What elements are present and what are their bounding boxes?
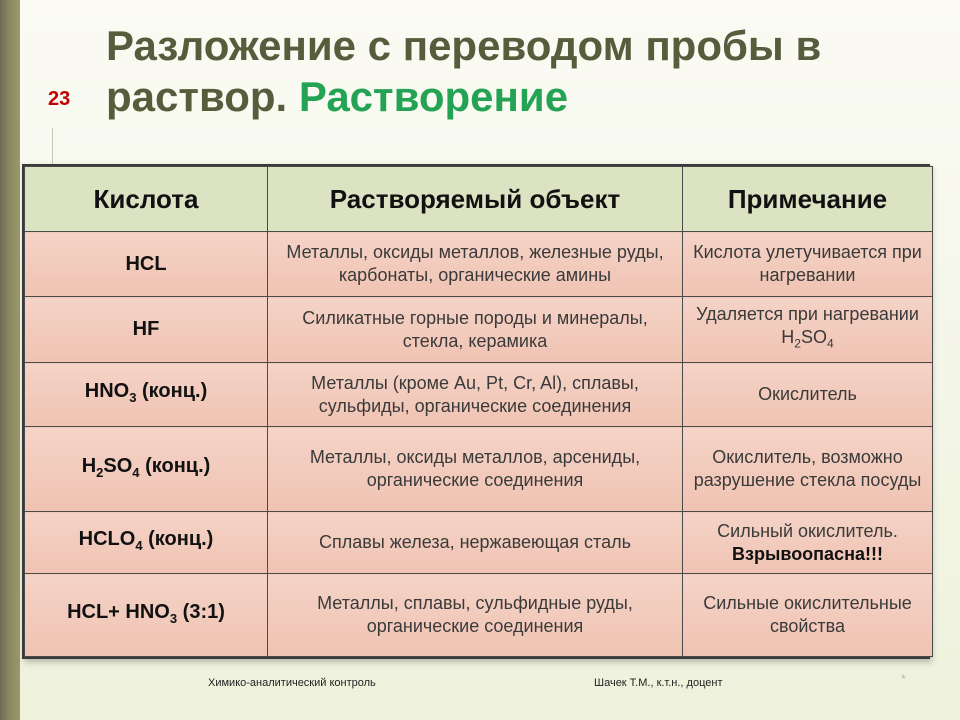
object-cell: Металлы, оксиды металлов, железные руды, карбонаты, органические амины xyxy=(268,232,683,297)
acid-cell: $HNO_3$ (конц.) xyxy=(25,363,268,427)
header-acid: Кислота xyxy=(25,167,268,232)
title-main: Разложение с переводом пробы в раствор. xyxy=(106,22,822,120)
acid-cell: $HCLO_4$ (конц.) xyxy=(25,512,268,574)
note-cell: Удаляется при нагревании $H_2SO_4$ xyxy=(683,297,933,363)
footer-slide-marker: * xyxy=(901,672,906,686)
acid-cell: HCL xyxy=(25,232,268,297)
left-decorative-bar xyxy=(0,0,20,720)
decorative-line xyxy=(52,128,53,168)
table-row xyxy=(25,297,933,363)
note-warning: Взрывоопасна!!! xyxy=(732,543,883,564)
title-accent: Растворение xyxy=(298,73,569,120)
note-cell xyxy=(683,512,933,574)
note-cell: Окислитель xyxy=(683,363,933,427)
acid-cell: $H_2SO_4$ (конц.) xyxy=(25,427,268,512)
object-cell: Металлы (кроме Au, Pt, Cr, Al), сплавы, сульфиды, органические соединения xyxy=(268,363,683,427)
table-row xyxy=(25,512,933,574)
object-cell: Сплавы железа, нержавеющая сталь xyxy=(268,512,683,574)
note-text: Сильный окислитель. xyxy=(717,520,898,541)
note-cell: Кислота улетучивается при нагревании xyxy=(683,232,933,297)
object-cell: Металлы, сплавы, сульфидные руды, органические соединения xyxy=(268,574,683,657)
object-cell: Силикатные горные породы и минералы, стекла, керамика xyxy=(268,297,683,363)
header-note: Примечание xyxy=(683,167,933,232)
note-cell: Окислитель, возможно разрушение стекла посуды xyxy=(683,427,933,512)
header-object: Растворяемый объект xyxy=(268,167,683,232)
footer-course: Химико-аналитический контроль xyxy=(208,677,376,689)
object-cell: Металлы, оксиды металлов, арсениды, органические соединения xyxy=(268,427,683,512)
table-row xyxy=(25,574,933,657)
table-row xyxy=(25,427,933,512)
table-header-row xyxy=(25,167,933,232)
table-row xyxy=(25,232,933,297)
acid-cell: HF xyxy=(25,297,268,363)
acid-cell: $HCL+ HNO_3$ (3:1) xyxy=(25,574,268,657)
note-cell: Сильные окислительные свойства xyxy=(683,574,933,657)
acids-table xyxy=(22,164,930,659)
slide-title xyxy=(106,20,936,122)
acids-table-grid xyxy=(24,166,933,657)
footer-author: Шачек Т.М., к.т.н., доцент xyxy=(594,677,723,689)
table-row xyxy=(25,363,933,427)
slide-number: 23 xyxy=(48,88,71,110)
